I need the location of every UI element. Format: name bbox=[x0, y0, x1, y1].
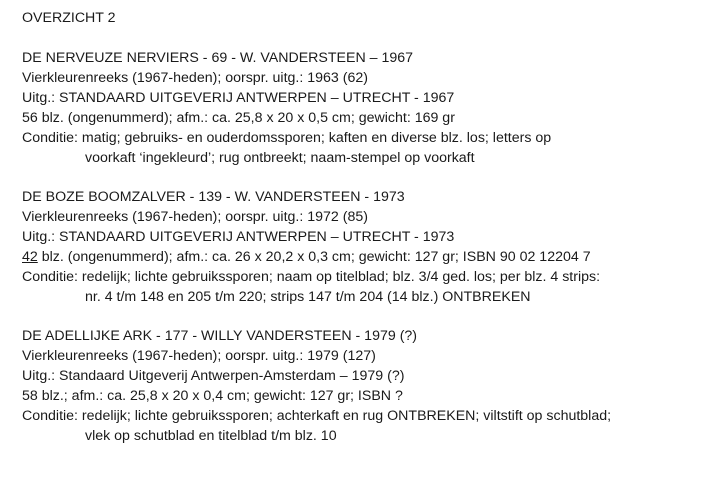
entry-pages: 56 bbox=[22, 110, 38, 126]
entry-pages: 58 bbox=[22, 388, 38, 404]
entry-specs: blz. (ongenummerd); afm.: ca. 26 x 20,2 x 0,3 cm; gewicht: 127 gr; ISBN 90 02 12204 7 bbox=[37, 249, 591, 265]
entry-publisher: Uitg.: Standaard Uitgeverij Antwerpen-Amsterdam – 1979 (?) bbox=[22, 368, 405, 384]
document-page bbox=[22, 8, 697, 465]
entry-specs: blz.; afm.: ca. 25,8 x 20 x 0,4 cm; gewicht: 127 gr; ISBN ? bbox=[37, 388, 403, 404]
entry-details bbox=[22, 386, 697, 406]
page-heading: OVERZICHT 2 bbox=[22, 10, 116, 26]
entry-condition: Conditie: redelijk; lichte gebruikssporen; achterkaft en rug ONTBREKEN; viltstift op schutblad; bbox=[22, 408, 612, 424]
entry-publisher: Uitg.: STANDAARD UITGEVERIJ ANTWERPEN – UTRECHT - 1967 bbox=[22, 90, 455, 106]
entry-title: DE NERVEUZE NERVIERS - 69 - W. VANDERSTEEN – 1967 bbox=[22, 50, 414, 66]
entry-details bbox=[22, 247, 697, 267]
entry-specs: blz. (ongenummerd); afm.: ca. 25,8 x 20 x 0,5 cm; gewicht: 169 gr bbox=[37, 110, 455, 126]
entry-details bbox=[22, 108, 697, 128]
entry-series: Vierkleurenreeks (1967-heden); oorspr. uitg.: 1972 (85) bbox=[22, 209, 368, 225]
entry-condition-continued: voorkaft ‘ingekleurd’; rug ontbreekt; naam-stempel op voorkaft bbox=[85, 150, 475, 166]
entry-title: DE BOZE BOOMZALVER - 139 - W. VANDERSTEEN - 1973 bbox=[22, 189, 405, 205]
entry-condition-continued: nr. 4 t/m 148 en 205 t/m 220; strips 147 t/m 204 (14 blz.) ONTBREKEN bbox=[85, 289, 531, 305]
entry-publisher: Uitg.: STANDAARD UITGEVERIJ ANTWERPEN – UTRECHT - 1973 bbox=[22, 229, 455, 245]
entry-boze-boomzalver bbox=[22, 187, 697, 307]
entry-condition: Conditie: redelijk; lichte gebruikssporen; naam op titelblad; blz. 3/4 ged. los; per blz. 4 strips: bbox=[22, 269, 601, 285]
entry-adellijke-ark bbox=[22, 326, 697, 446]
entry-condition-continued: vlek op schutblad en titelblad t/m blz. 10 bbox=[85, 428, 337, 444]
entry-series: Vierkleurenreeks (1967-heden); oorspr. uitg.: 1963 (62) bbox=[22, 70, 368, 86]
entry-pages: 42 bbox=[22, 249, 38, 265]
entry-title: DE ADELLIJKE ARK - 177 - WILLY VANDERSTEEN - 1979 (?) bbox=[22, 328, 418, 344]
entry-series: Vierkleurenreeks (1967-heden); oorspr. uitg.: 1979 (127) bbox=[22, 348, 376, 364]
entry-condition: Conditie: matig; gebruiks- en ouderdomssporen; kaften en diverse blz. los; letters op bbox=[22, 130, 552, 146]
entry-nerveuze-nerviers bbox=[22, 48, 697, 168]
